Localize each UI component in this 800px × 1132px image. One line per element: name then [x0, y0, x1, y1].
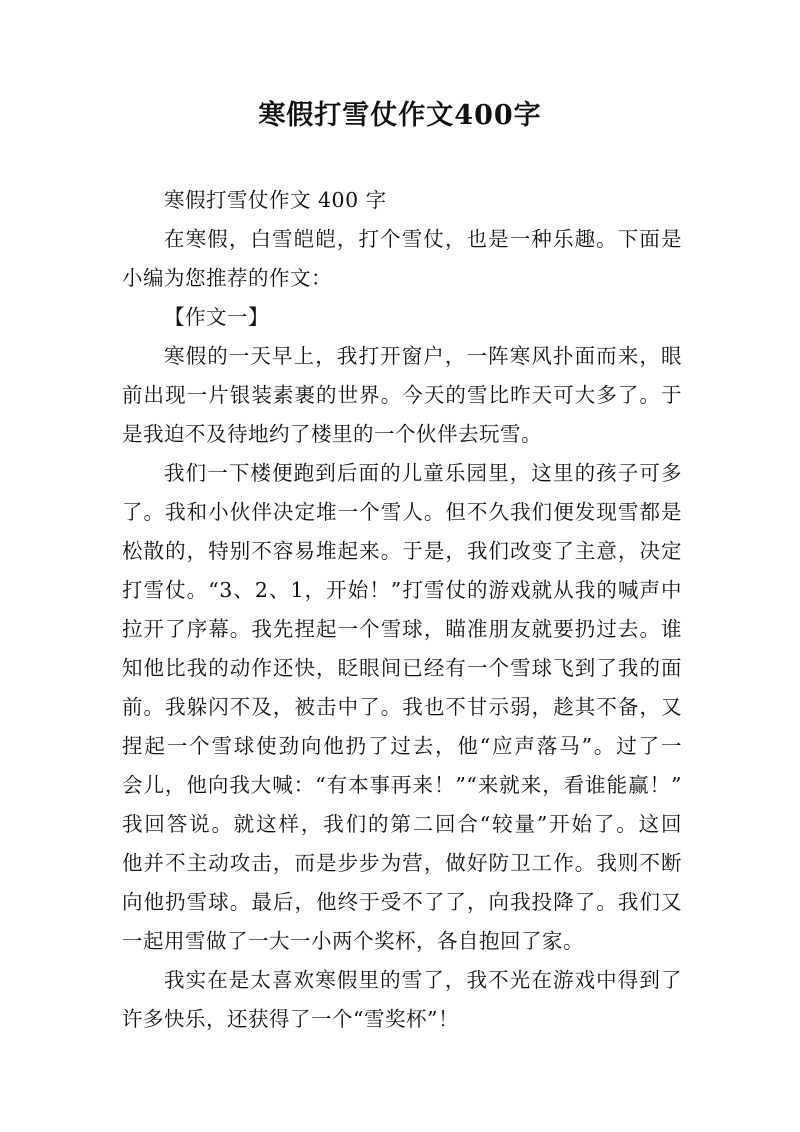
body-line: 是我迫不及待地约了楼里的一个伙伴去玩雪。	[122, 422, 542, 446]
body-line: 知他比我的动作还快，眨眼间已经有一个雪球飞到了我的面	[122, 656, 682, 680]
body-line: 【作文一】	[164, 305, 269, 329]
body-line: 前出现一片银装素裹的世界。今天的雪比昨天可大多了。于	[122, 383, 682, 407]
body-line: 小编为您推荐的作文：	[122, 266, 332, 290]
body-line: 了。我和小伙伴决定堆一个雪人。但不久我们便发现雪都是	[122, 500, 682, 524]
body-line: 捏起一个雪球使劲向他扔了过去，他“应声落马”。过了一	[122, 734, 682, 758]
body-line: 我回答说。就这样，我们的第二回合“较量”开始了。这回	[122, 812, 682, 836]
document-body	[122, 181, 682, 1039]
body-line: 寒假的一天早上，我打开窗户，一阵寒风扑面而来，眼	[164, 344, 682, 368]
body-line: 一起用雪做了一大一小两个奖杯，各自抱回了家。	[122, 929, 584, 953]
body-line: 向他扔雪球。最后，他终于受不了了，向我投降了。我们又	[122, 890, 682, 914]
body-line: 许多快乐，还获得了一个“雪奖杯”！	[122, 1007, 459, 1031]
body-line: 我们一下楼便跑到后面的儿童乐园里，这里的孩子可多	[164, 461, 682, 485]
body-line: 拉开了序幕。我先捏起一个雪球，瞄准朋友就要扔过去。谁	[122, 617, 682, 641]
body-line: 寒假打雪仗作文 400 字	[164, 188, 387, 212]
body-line: 打雪仗。“3、2、1，开始！”打雪仗的游戏就从我的喊声中	[122, 578, 682, 602]
body-line: 松散的，特别不容易堆起来。于是，我们改变了主意，决定	[122, 539, 682, 563]
document-title: 寒假打雪仗作文400字	[258, 100, 542, 131]
body-line: 会儿，他向我大喊：“有本事再来！”“来就来，看谁能赢！”	[122, 773, 682, 797]
body-line: 在寒假，白雪皑皑，打个雪仗，也是一种乐趣。下面是	[164, 227, 682, 251]
body-line: 他并不主动攻击，而是步步为营，做好防卫工作。我则不断	[122, 851, 682, 875]
body-line: 前。我躲闪不及，被击中了。我也不甘示弱，趁其不备，又	[122, 695, 682, 719]
body-line: 我实在是太喜欢寒假里的雪了，我不光在游戏中得到了	[164, 968, 682, 992]
